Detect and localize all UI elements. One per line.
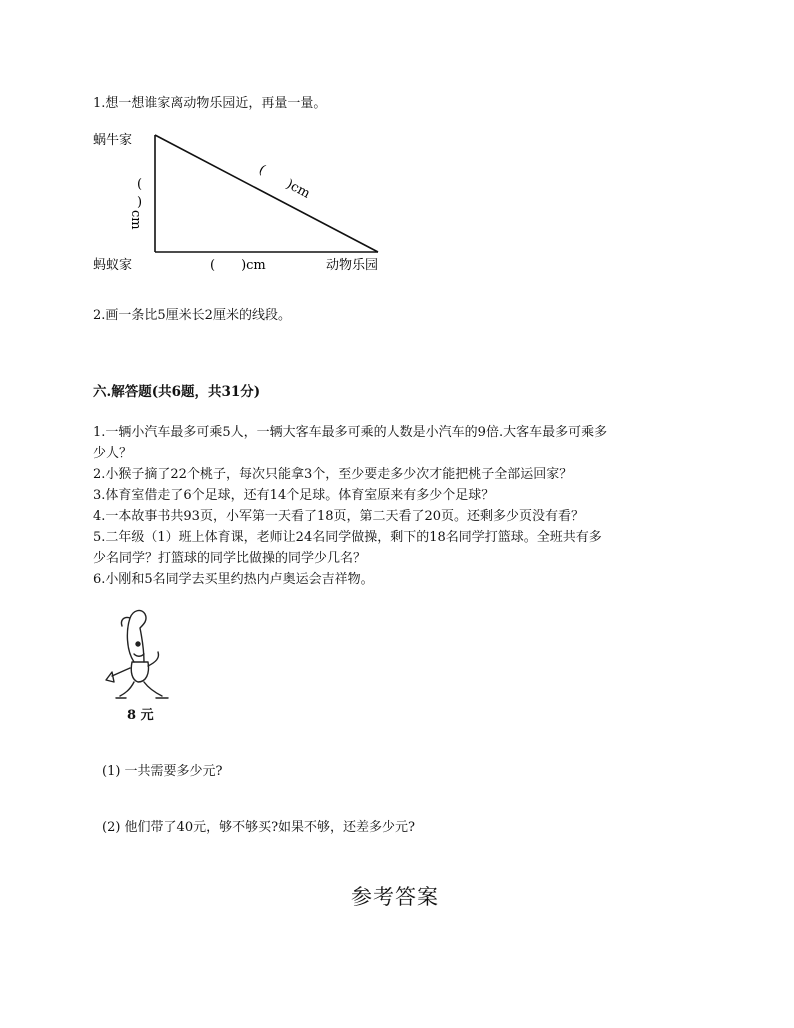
question-6-3: 3.体育室借走了6个足球，还有14个足球。体育室原来有多少个足球？ xyxy=(93,488,495,503)
hypotenuse xyxy=(155,135,378,252)
question-6-1-line2: 少人？ xyxy=(93,446,133,461)
sub-question-1: (1) 一共需要多少元? xyxy=(102,764,223,779)
question-6-4: 4.一本故事书共93页，小军第一天看了18页，第二天看了20页。还剩多少页没有看？ xyxy=(93,509,585,524)
triangle-figure xyxy=(90,126,410,276)
question-6-1-line1: 1.一辆小汽车最多可乘5人，一辆大客车最多可乘的人数是小汽车的9倍.大客车最多可乘多 xyxy=(93,425,608,440)
mascot-illustration xyxy=(100,604,180,704)
left-blank-close: ) xyxy=(137,195,143,210)
left-length-unit: cm xyxy=(128,210,143,230)
question-5-1: 1.想一想谁家离动物乐园近，再量一量。 xyxy=(93,96,327,111)
bottom-length-blank: ( )cm xyxy=(210,258,266,273)
left-blank-open: ( xyxy=(137,177,143,192)
sub-question-2: (2) 他们带了40元，够不够买?如果不够，还差多少元? xyxy=(102,820,416,835)
ant-home-label: 蚂蚁家 xyxy=(93,258,133,273)
question-6-2: 2.小猴子摘了22个桃子，每次只能拿3个，至少要走多少次才能把桃子全部运回家？ xyxy=(93,467,573,482)
hypotenuse-length-blank: ( )cm xyxy=(256,162,313,202)
question-6-5-line2: 少名同学？打篮球的同学比做操的同学少几名？ xyxy=(93,551,367,566)
question-5-2: 2.画一条比5厘米长2厘米的线段。 xyxy=(93,308,291,323)
zoo-label: 动物乐园 xyxy=(326,258,379,273)
question-6-5-line1: 5.二年级（1）班上体育课，老师让24名同学做操，剩下的18名同学打篮球。全班共有多 xyxy=(93,530,602,545)
question-6-6: 6.小刚和5名同学去买里约热内卢奥运会吉祥物。 xyxy=(93,572,374,587)
price-label: 8 元 xyxy=(127,708,154,723)
snail-home-label: 蜗牛家 xyxy=(93,133,133,148)
section-6-heading: 六.解答题(共6题，共31分) xyxy=(93,384,261,400)
answers-title: 参考答案 xyxy=(351,885,439,909)
